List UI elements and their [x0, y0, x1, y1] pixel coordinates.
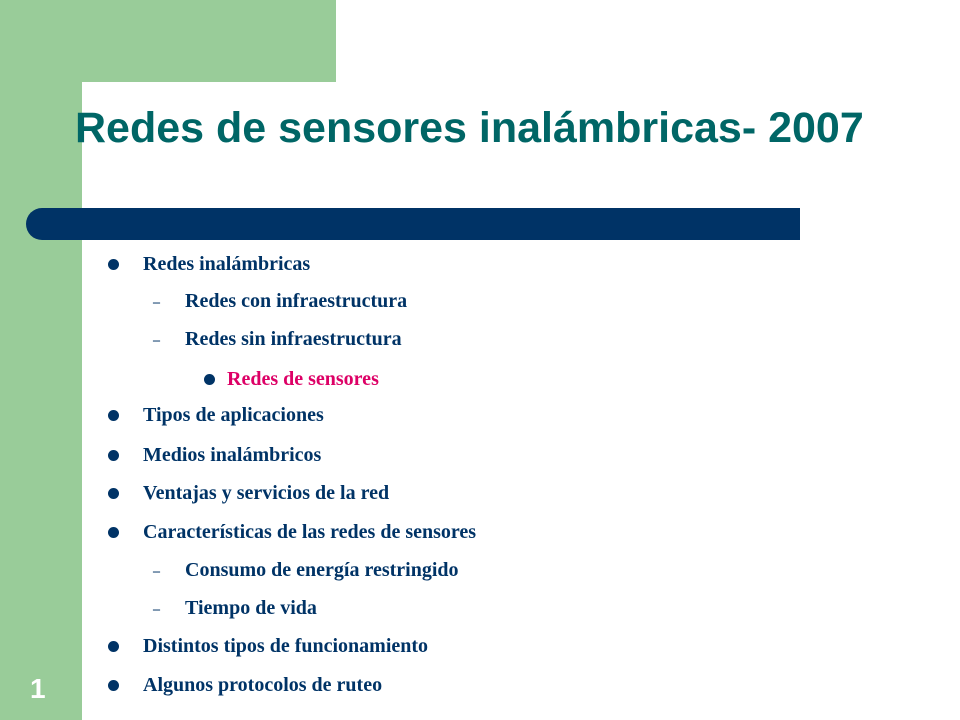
bullet-label: Redes inalámbricas: [143, 253, 311, 275]
page-number: 1: [30, 673, 46, 704]
bullet-item: [108, 673, 382, 697]
bullet-item: [108, 252, 310, 276]
bullet-label: Características de las redes de sensores: [143, 521, 477, 543]
bullet-item: [108, 634, 428, 658]
bullet-dot-icon: [108, 680, 119, 691]
bullet-dot-icon: [108, 527, 119, 538]
bullet-item: [108, 481, 389, 505]
dash-bullet-icon: –: [153, 333, 160, 348]
bullet-label: Ventajas y servicios de la red: [143, 482, 390, 504]
decorative-green-band-left: [0, 0, 82, 720]
bullet-subsubitem: [204, 367, 379, 391]
bullet-label: Redes sin infraestructura: [185, 328, 402, 350]
slide-title: Redes de sensores inalámbricas- 2007: [75, 104, 864, 152]
bullet-label: Consumo de energía restringido: [185, 559, 459, 581]
bullet-subitem: [153, 558, 459, 582]
bullet-item: [108, 520, 476, 544]
bullet-subitem: [153, 596, 317, 620]
bullet-label: Tipos de aplicaciones: [143, 404, 324, 426]
bullet-dot-icon: [204, 374, 215, 385]
bullet-label-highlight: Redes de sensores: [227, 368, 379, 390]
bullet-item: [108, 403, 324, 427]
dash-bullet-icon: –: [153, 564, 160, 579]
bullet-dot-icon: [108, 410, 119, 421]
bullet-label: Algunos protocolos de ruteo: [143, 674, 383, 696]
bullet-subitem: [153, 327, 402, 351]
bullet-label: Medios inalámbricos: [143, 444, 322, 466]
dash-bullet-icon: –: [153, 295, 160, 310]
dash-bullet-icon: –: [153, 602, 160, 617]
bullet-dot-icon: [108, 488, 119, 499]
bullet-dot-icon: [108, 259, 119, 270]
decorative-green-band-top: [0, 0, 336, 82]
bullet-dot-icon: [108, 641, 119, 652]
bullet-label: Redes con infraestructura: [185, 290, 408, 312]
bullet-item: [108, 443, 321, 467]
bullet-dot-icon: [108, 450, 119, 461]
bullet-label: Distintos tipos de funcionamiento: [143, 635, 429, 657]
title-underline-bar: [26, 208, 800, 240]
bullet-label: Tiempo de vida: [185, 597, 317, 619]
bullet-subitem: [153, 289, 407, 313]
